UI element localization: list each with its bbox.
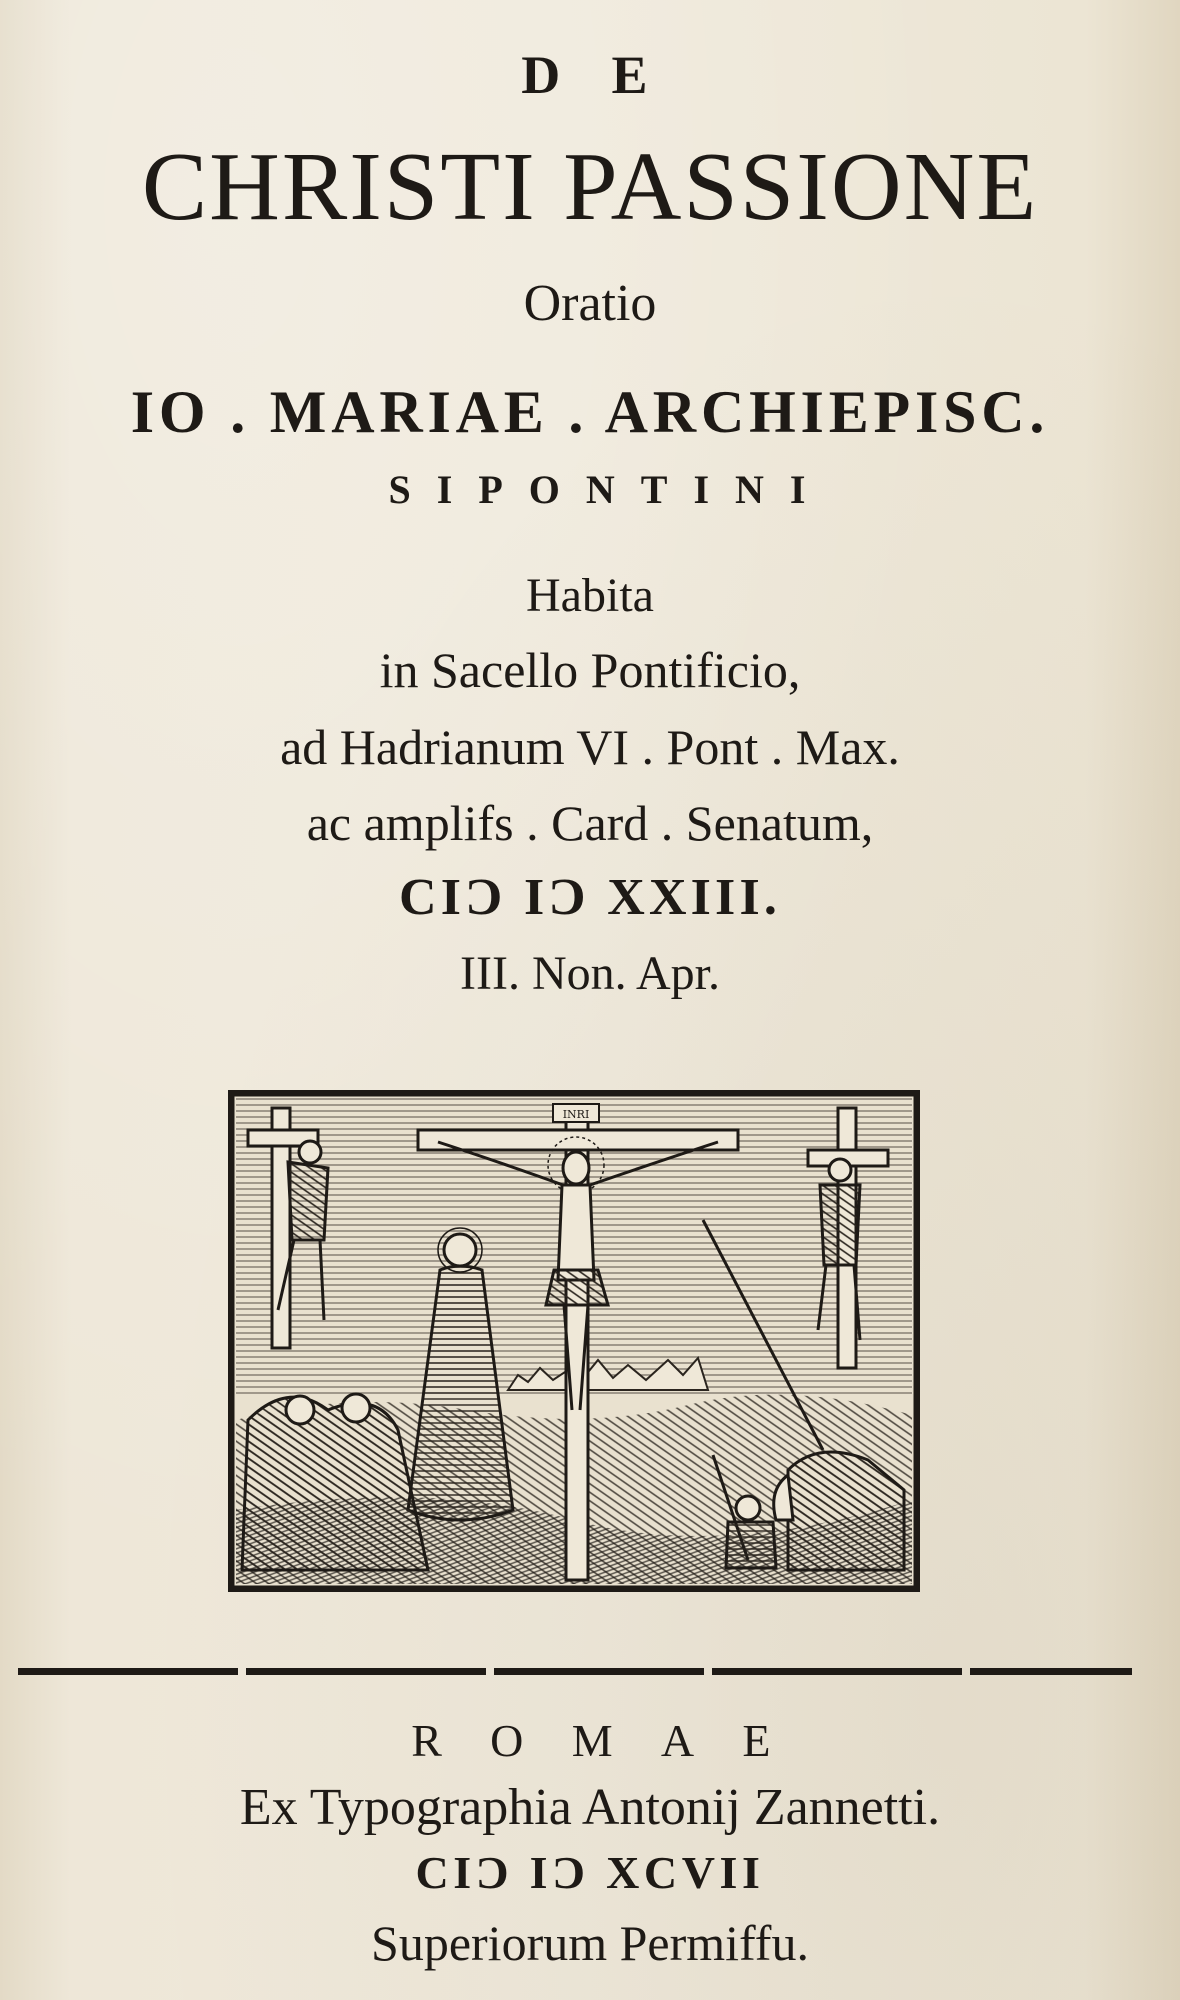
delivery-audience-cardinals: ac amplifs . Card . Senatum, [306,795,874,851]
author-see: SIPONTINI [388,467,832,512]
subtitle-oratio: Oratio [523,275,657,332]
imprint-permission: Superiorum Permiffu. [371,1915,809,1971]
book-title: CHRISTI PASSIONE [141,133,1039,241]
delivery-audience-pope: ad Hadrianum VI . Pont . Max. [280,719,900,775]
delivery-year: CIϽ IϽ XXIII. [398,869,782,926]
delivery-place: in Sacello Pontificio, [379,642,801,698]
imprint-place: ROMAE [411,1715,819,1766]
crucifixion-woodcut [228,1090,920,1592]
author-line: IO . MARIAE . ARCHIEPISC. [130,379,1050,445]
titulus-text: INRI [562,1108,590,1121]
decorative-rule [18,1664,1132,1678]
delivery-habita: Habita [526,569,654,622]
central-cross-beam [418,1130,738,1150]
delivery-date: III. Non. Apr. [460,947,720,1000]
imprint-year: CIϽ IϽ XCVII [415,1847,765,1898]
heading-de: DE [521,45,699,105]
imprint-printer: Ex Typographia Antonij Zannetti. [239,1779,941,1836]
